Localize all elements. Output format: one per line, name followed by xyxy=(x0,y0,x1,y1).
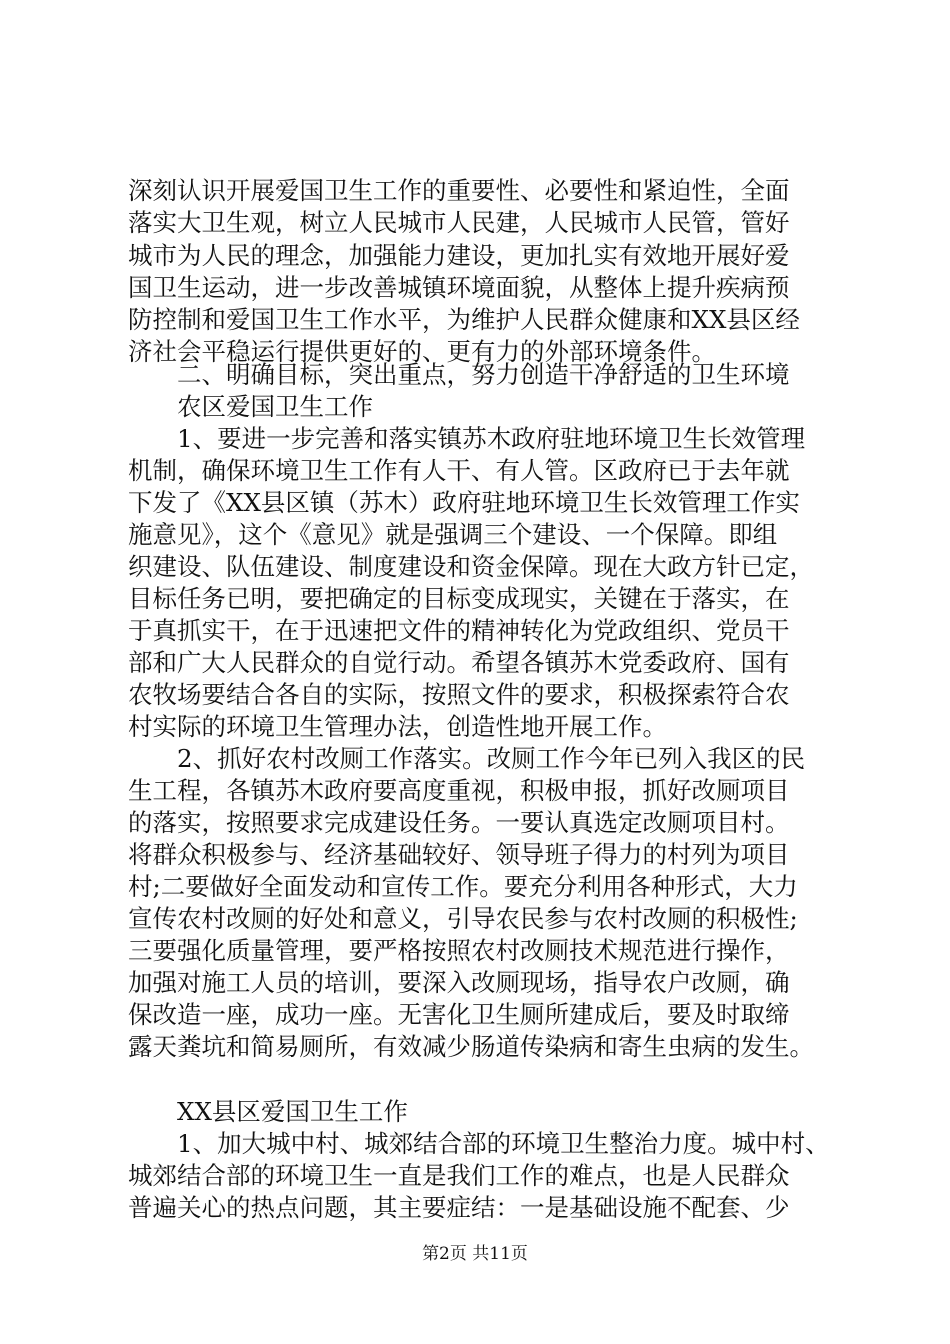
text-line: 施意见》，这个《意见》就是强调三个建设、一个保障。即组 xyxy=(128,520,778,549)
text-line: 三要强化质量管理，要严格按照农村改厕技术规范进行操作， xyxy=(128,936,790,965)
text-line: 村实际的环境卫生管理办法，创造性地开展工作。 xyxy=(128,712,667,741)
text-line: 国卫生运动，进一步改善城镇环境面貌，从整体上提升疾病预 xyxy=(128,273,790,302)
text-line: 村;二要做好全面发动和宣传工作。要充分利用各种形式，大力 xyxy=(128,872,798,901)
text-line: 部和广大人民群众的自觉行动。希望各镇苏木党委政府、国有 xyxy=(128,648,790,677)
text-line: 保改造一座，成功一座。无害化卫生厕所建成后，要及时取缔 xyxy=(128,1000,790,1029)
text-line: 城郊结合部的环境卫生一直是我们工作的难点，也是人民群众 xyxy=(128,1161,790,1190)
page-number-footer: 第2页 共11页 xyxy=(422,1244,528,1264)
subsection-heading: 农区爱国卫生工作 xyxy=(177,392,373,421)
text-line: 下发了《XX县区镇（苏木）政府驻地环境卫生长效管理工作实 xyxy=(128,488,800,517)
subsection-heading: XX县区爱国卫生工作 xyxy=(177,1097,408,1126)
text-line: 露天粪坑和简易厕所，有效减少肠道传染病和寄生虫病的发生。 xyxy=(128,1032,814,1061)
text-line: 宣传农村改厕的好处和意义，引导农民参与农村改厕的积极性; xyxy=(128,904,798,933)
text-line: 防控制和爱国卫生工作水平，为维护人民群众健康和XX县区经 xyxy=(128,305,800,334)
text-line: 于真抓实干，在于迅速把文件的精神转化为党政组织、党员干 xyxy=(128,616,790,645)
text-line: 农牧场要结合各自的实际，按照文件的要求，积极探索符合农 xyxy=(128,680,790,709)
text-line: 机制，确保环境卫生工作有人干、有人管。区政府已于去年就 xyxy=(128,456,790,485)
text-line: 落实大卫生观，树立人民城市人民建，人民城市人民管，管好 xyxy=(128,208,790,237)
paragraph-first-line: 1、加大城中村、城郊结合部的环境卫生整治力度。城中村、 xyxy=(177,1129,830,1158)
text-line: 织建设、队伍建设、制度建设和资金保障。现在大政方针已定， xyxy=(128,552,814,581)
text-line: 深刻认识开展爱国卫生工作的重要性、必要性和紧迫性，全面 xyxy=(128,176,790,205)
paragraph-first-line: 2、抓好农村改厕工作落实。改厕工作今年已列入我区的民 xyxy=(177,744,806,773)
text-line: 加强对施工人员的培训，要深入改厕现场，指导农户改厕，确 xyxy=(128,968,790,997)
text-line: 城市为人民的理念，加强能力建设，更加扎实有效地开展好爱 xyxy=(128,241,790,270)
text-line: 目标任务已明，要把确定的目标变成现实，关键在于落实，在 xyxy=(128,584,790,613)
text-line: 将群众积极参与、经济基础较好、领导班子得力的村列为项目 xyxy=(128,840,790,869)
section-heading: 二、明确目标，突出重点，努力创造干净舒适的卫生环境 xyxy=(177,360,790,389)
text-line: 的落实，按照要求完成建设任务。一要认真选定改厕项目村。 xyxy=(128,808,790,837)
paragraph-first-line: 1、要进一步完善和落实镇苏木政府驻地环境卫生长效管理 xyxy=(177,424,806,453)
text-line: 普遍关心的热点问题，其主要症结：一是基础设施不配套、少 xyxy=(128,1193,790,1222)
text-line: 生工程，各镇苏木政府要高度重视，积极申报，抓好改厕项目 xyxy=(128,776,790,805)
text-line: 济社会平稳运行提供更好的、更有力的外部环境条件。 xyxy=(128,337,716,366)
